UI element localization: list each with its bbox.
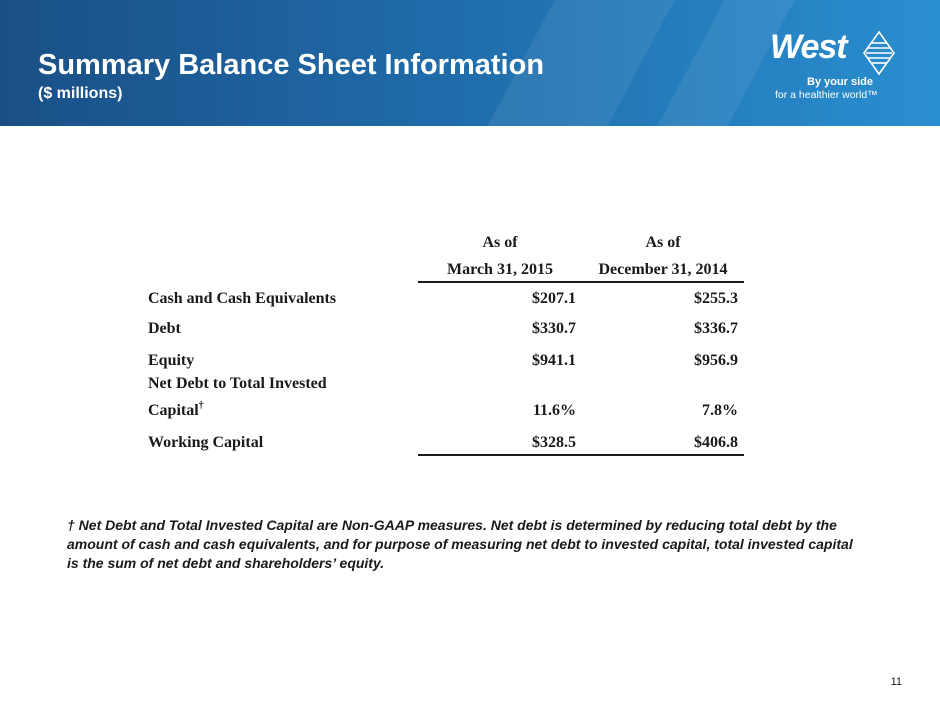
table-cell: $956.9: [694, 352, 738, 369]
row-label: Cash and Cash Equivalents: [148, 290, 337, 307]
west-logo: [770, 28, 900, 108]
page-subtitle: ($ millions): [38, 85, 123, 102]
page-number: 11: [890, 676, 902, 688]
row-label: Working Capital: [148, 434, 264, 451]
header-rule: [418, 281, 744, 283]
header-banner: [0, 0, 940, 126]
row-label: Equity: [148, 352, 195, 369]
row-label: [148, 401, 204, 421]
row-label-text: Capital: [148, 402, 199, 419]
logo-wordmark: West: [770, 28, 847, 66]
logo-tagline: for a healthier world™: [775, 89, 878, 101]
logo-tagline: By your side: [807, 76, 874, 88]
row-label: Debt: [148, 320, 181, 337]
footnote: † Net Debt and Total Invested Capital are Non-GAAP measures. Net debt is determined by reducing total debt by the amount of cash and cash equivalents, and for purpose of measuring net debt to invested capital, total invested capital is the sum of net debt and shareholders’ equity.: [67, 517, 853, 571]
footer-rule: [418, 454, 744, 456]
table-cell: $328.5: [532, 434, 576, 451]
diamond-logo-icon: [862, 30, 896, 76]
table-cell: 7.8%: [702, 402, 738, 419]
table-cell: $941.1: [532, 352, 576, 369]
page-title: Summary Balance Sheet Information: [38, 49, 545, 81]
table-cell: $207.1: [532, 290, 576, 307]
table-cell: $406.8: [694, 434, 738, 451]
column-header: December 31, 2014: [598, 261, 728, 278]
column-header: As of: [482, 234, 518, 251]
column-header: March 31, 2015: [447, 261, 553, 278]
row-label: Net Debt to Total Invested: [148, 375, 327, 392]
table-cell: $336.7: [694, 320, 738, 337]
table-cell: $255.3: [694, 290, 738, 307]
table-cell: 11.6%: [532, 402, 576, 419]
dagger-marker: †: [198, 400, 204, 412]
table-cell: $330.7: [532, 320, 576, 337]
column-header: As of: [645, 234, 681, 251]
